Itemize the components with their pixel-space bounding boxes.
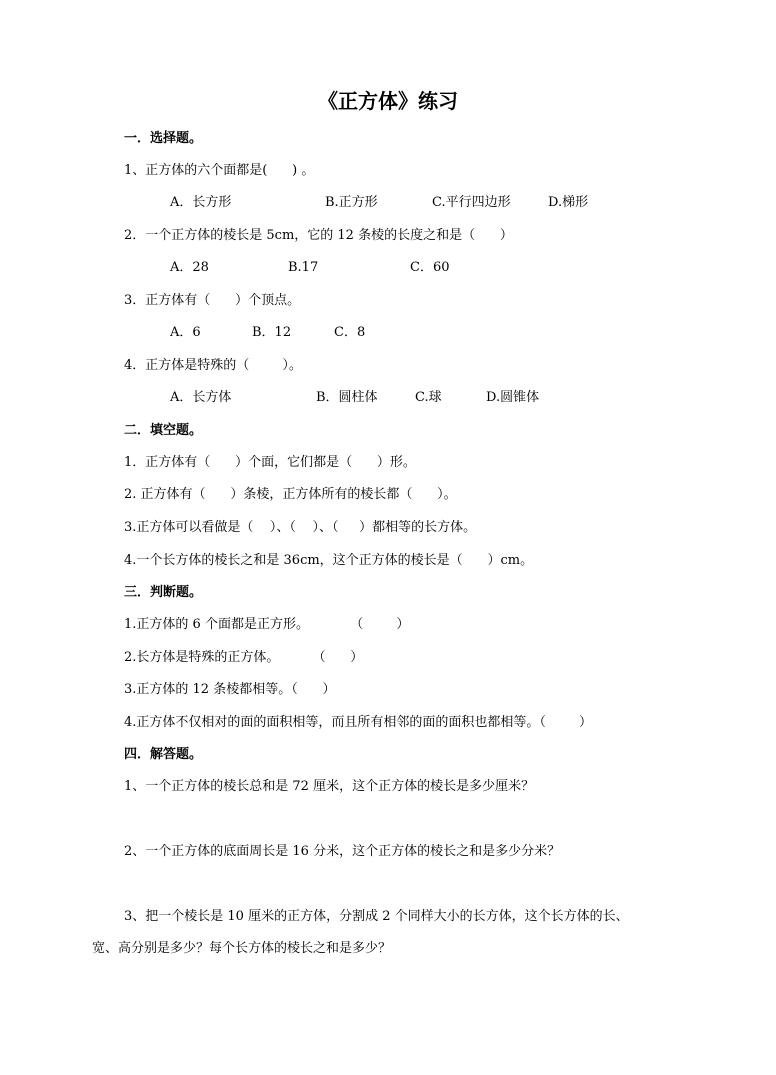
judge-question-3: 3.正方体的 12 条棱都相等。（ ）: [124, 682, 336, 697]
choice-q3-option-c: C．8: [334, 325, 366, 340]
page-title: 《正方体》练习: [318, 89, 458, 113]
choice-q4-option-c: C.球: [415, 390, 442, 405]
section-heading-fill: 二．填空题。: [124, 423, 203, 438]
choice-q2-option-b: B.17: [288, 260, 319, 275]
judge-question-1: 1.正方体的 6 个面都是正方形。 （ ）: [124, 617, 410, 632]
fill-question-4: 4.一个长方体的棱长之和是 36cm，这个正方体的棱长是（ ）cm。: [124, 553, 534, 568]
fill-question-3: 3.正方体可以看做是（ ）、（ ）、（ ）都相等的长方体。: [124, 520, 477, 535]
choice-question-3: 3．正方体有（ ）个顶点。: [124, 293, 301, 308]
answer-question-1: 1、一个正方体的棱长总和是 72 厘米，这个正方体的棱长是多少厘米？: [124, 779, 535, 794]
fill-question-2: 2. 正方体有（ ）条棱，正方体所有的棱长都（ ）。: [124, 487, 457, 502]
section-heading-judge: 三．判断题。: [124, 585, 203, 600]
choice-question-4: 4．正方体是特殊的（ ）。: [124, 358, 302, 373]
section-heading-answer: 四．解答题。: [124, 747, 203, 762]
choice-q3-option-b: B．12: [252, 325, 292, 340]
choice-q4-option-a: A．长方体: [170, 390, 232, 405]
judge-question-4: 4.正方体不仅相对的面的面积相等，而且所有相邻的面的面积也都相等。（ ）: [124, 715, 592, 730]
section-heading-choice: 一．选择题。: [124, 131, 203, 146]
choice-q1-option-a: A．长方形: [170, 195, 232, 210]
fill-question-1: 1．正方体有（ ）个面，它们都是（ ）形。: [124, 455, 416, 470]
choice-question-1: 1、正方体的六个面都是( ) 。: [124, 163, 315, 178]
choice-q2-option-a: A．28: [170, 260, 209, 275]
choice-q4-option-d: D.圆锥体: [486, 390, 540, 405]
choice-q1-option-b: B.正方形: [325, 195, 378, 210]
choice-q2-option-c: C．60: [410, 260, 450, 275]
choice-q3-option-a: A．6: [170, 325, 201, 340]
choice-q1-option-d: D.梯形: [548, 195, 589, 210]
answer-question-3-line-2: 宽、高分别是多少？每个长方体的棱长之和是多少？: [92, 941, 392, 956]
answer-question-2: 2、一个正方体的底面周长是 16 分米，这个正方体的棱长之和是多少分米？: [124, 844, 561, 859]
answer-question-3-line-1: 3、把一个棱长是 10 厘米的正方体，分割成 2 个同样大小的长方体，这个长方体的长、: [124, 909, 629, 924]
choice-question-2: 2．一个正方体的棱长是 5cm，它的 12 条棱的长度之和是（ ）: [124, 228, 513, 243]
choice-q1-option-c: C.平行四边形: [432, 195, 511, 210]
choice-q4-option-b: B．圆柱体: [316, 390, 378, 405]
judge-question-2: 2.长方体是特殊的正方体。 （ ）: [124, 650, 364, 665]
